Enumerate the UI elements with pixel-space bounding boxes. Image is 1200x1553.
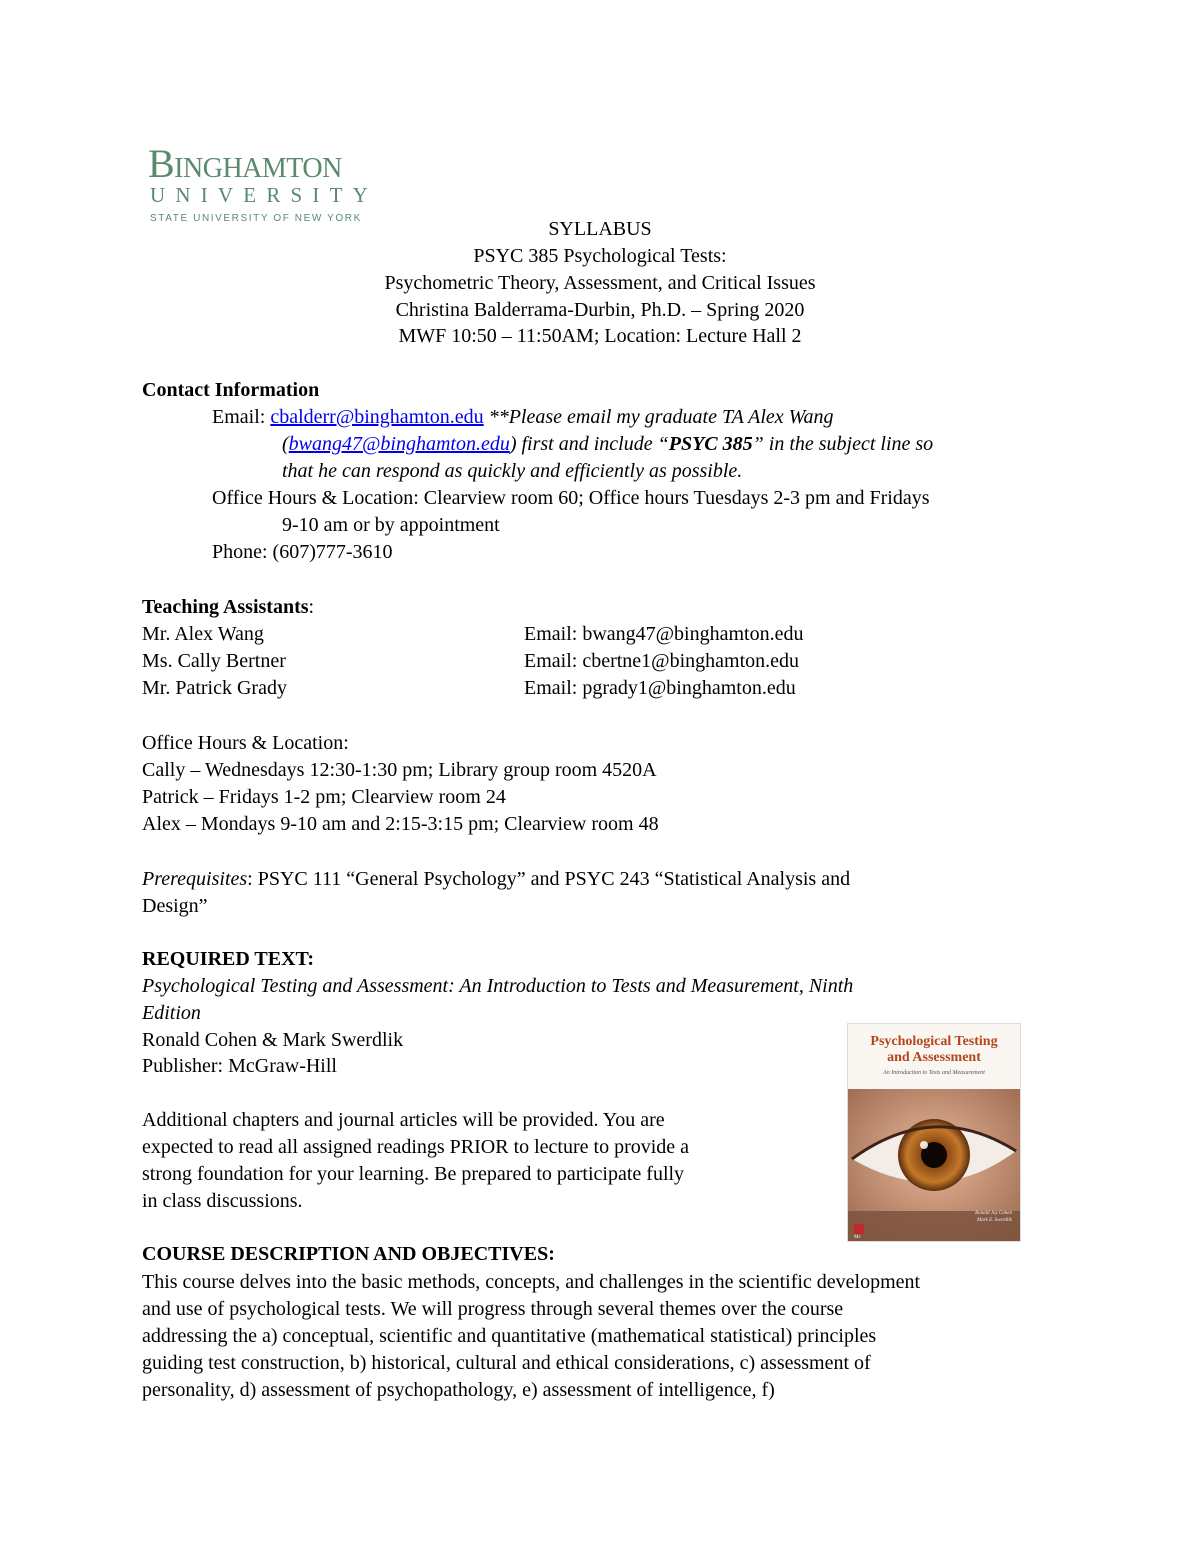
- ta-email: Email: cbertne1@binghamton.edu: [524, 650, 800, 672]
- prereq-line-2: Design”: [142, 895, 208, 917]
- ta-email: Email: bwang47@binghamton.edu: [524, 623, 804, 645]
- ta-hours-line: Alex – Mondays 9-10 am and 2:15-3:15 pm; Clearview room 48: [142, 813, 659, 835]
- instructor-line: Christina Balderrama-Durbin, Ph.D. – Spring 2020: [395, 299, 805, 321]
- email-note-2: ) first and include “: [509, 433, 669, 455]
- book-cover-image: [847, 1023, 1021, 1242]
- phone-line: Phone: (607)777-3610: [212, 541, 393, 563]
- publisher-logo-icon: [854, 1224, 864, 1234]
- cover-authors: [975, 1210, 1012, 1224]
- office-hours-line-1: Office Hours & Location: Clearview room 60; Office hours Tuesdays 2-3 pm and Fridays: [212, 487, 930, 509]
- cover-author: Ronald Jay Cohen: [975, 1211, 1012, 1216]
- readings-note-line: in class discussions.: [142, 1190, 303, 1212]
- course-description-heading: COURSE DESCRIPTION AND OBJECTIVES:: [142, 1243, 555, 1265]
- required-text-heading: REQUIRED TEXT:: [142, 948, 315, 970]
- readings-note-line: expected to read all assigned readings PRIOR to lecture to provide a: [142, 1136, 690, 1158]
- cover-author: Mark E. Swerdlik: [977, 1218, 1012, 1223]
- cover-title-line-2: and Assessment: [887, 1050, 981, 1065]
- course-description-line: This course delves into the basic methods, concepts, and challenges in the scientific development: [142, 1271, 921, 1293]
- email-note-line-3: that he can respond as quickly and efficiently as possible.: [282, 460, 743, 482]
- course-description-line: and use of psychological tests. We will progress through several themes over the course: [142, 1298, 844, 1320]
- ta-hours-heading: Office Hours & Location:: [142, 732, 349, 754]
- ta-heading: [142, 594, 314, 621]
- readings-note-line: Additional chapters and journal articles will be provided. You are: [142, 1109, 665, 1131]
- prereq-label: Prerequisites: [142, 868, 248, 890]
- paren-open: (: [282, 433, 289, 455]
- book-publisher: Publisher: McGraw-Hill: [142, 1055, 337, 1077]
- email-label: Email:: [212, 406, 271, 428]
- contact-heading: Contact Information: [142, 379, 320, 401]
- course-title: PSYC 385 Psychological Tests:: [473, 245, 727, 267]
- course-subtitle: Psychometric Theory, Assessment, and Critical Issues: [384, 272, 816, 294]
- ta-heading-text: Teaching Assistants: [142, 596, 309, 618]
- prereq-line-1: [142, 866, 850, 893]
- ta-email-link[interactable]: bwang47@binghamton.edu: [288, 433, 510, 455]
- cover-subtitle: An Introduction to Tests and Measurement: [883, 1070, 985, 1076]
- ta-name: Ms. Cally Bertner: [142, 650, 286, 672]
- course-description-line: guiding test construction, b) historical, cultural and ethical considerations, c) assessment of: [142, 1352, 871, 1374]
- ta-name: Mr. Alex Wang: [142, 623, 264, 645]
- email-line: [212, 404, 833, 431]
- email-note-1: **Please email my graduate TA Alex Wang: [483, 406, 834, 428]
- book-title-line-1: Psychological Testing and Assessment: An Introduction to Tests and Measurement, Ninth: [142, 975, 854, 997]
- syllabus-title: SYLLABUS: [548, 218, 652, 240]
- instructor-email-link[interactable]: cbalderr@binghamton.edu: [270, 406, 484, 428]
- readings-note-line: strong foundation for your learning. Be prepared to participate fully: [142, 1163, 685, 1185]
- email-note-line-2: [282, 431, 933, 458]
- prereq-text: : PSYC 111 “General Psychology” and PSYC 243 “Statistical Analysis and: [247, 868, 851, 890]
- logo-name: Binghamton: [148, 141, 342, 186]
- ta-heading-colon: :: [308, 596, 315, 618]
- email-note-3: ” in the subject line so: [752, 433, 934, 455]
- ta-email: Email: pgrady1@binghamton.edu: [524, 677, 796, 699]
- subject-code: PSYC 385: [668, 433, 753, 455]
- course-description-line: personality, d) assessment of psychopathology, e) assessment of intelligence, f): [142, 1379, 775, 1401]
- course-description-line: addressing the a) conceptual, scientific and quantitative (mathematical statistical) principles: [142, 1325, 877, 1347]
- book-title-line-2: Edition: [142, 1002, 201, 1024]
- ta-hours-line: Patrick – Fridays 1-2 pm; Clearview room 24: [142, 786, 506, 808]
- cover-title-line-1: Psychological Testing: [870, 1034, 998, 1049]
- logo-university: UNIVERSITY: [150, 183, 378, 207]
- ta-name: Mr. Patrick Grady: [142, 677, 287, 699]
- office-hours-line-2: 9-10 am or by appointment: [282, 514, 500, 536]
- schedule-line: MWF 10:50 – 11:50AM; Location: Lecture Hall 2: [398, 325, 802, 347]
- logo-suny: STATE UNIVERSITY OF NEW YORK: [150, 213, 362, 224]
- ta-hours-line: Cally – Wednesdays 12:30-1:30 pm; Library group room 4520A: [142, 759, 657, 781]
- cover-title: [848, 1034, 1020, 1066]
- book-authors: Ronald Cohen & Mark Swerdlik: [142, 1029, 404, 1051]
